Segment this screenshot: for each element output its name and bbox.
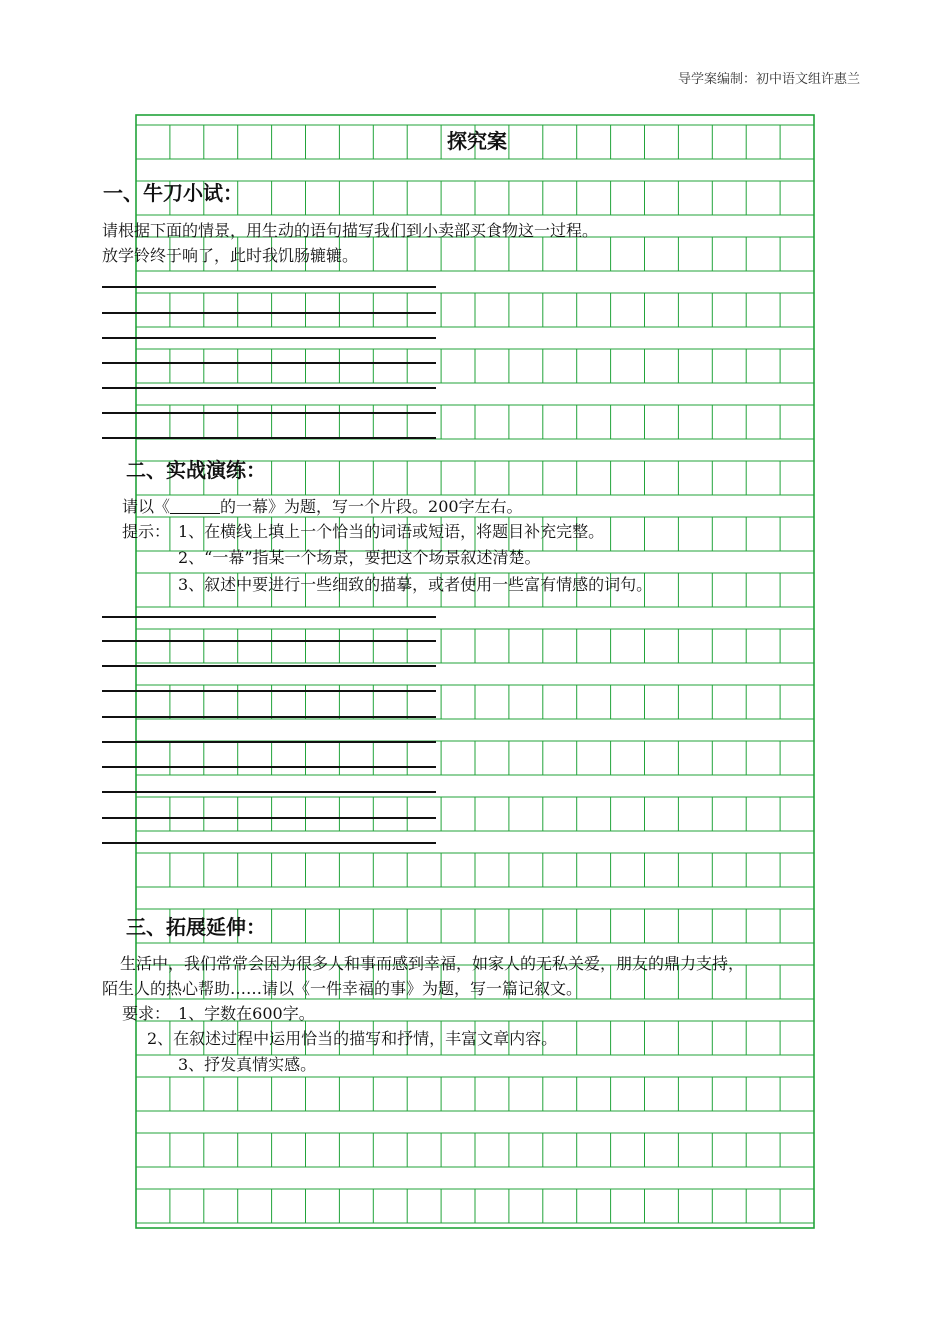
hint-label: 提示： [122,522,171,541]
hint-1: 1、在横线上填上一个恰当的词语或短语，将题目补充完整。 [178,522,605,541]
page-header: 导学案编制：初中语文组许惠兰 [677,72,860,87]
answer-line [102,842,436,844]
task-suffix: 的一幕》为题，写一个片段。200字左右。 [220,497,523,516]
section3-para-line2: 陌生人的热心帮助……请以《一件幸福的事》为题，写一篇记叙文。 [102,979,583,998]
answer-line [102,387,436,389]
hint-3: 3、叙述中要进行一些细致的描摹，或者使用一些富有情感的词句。 [178,575,653,594]
answer-line [102,665,436,667]
section1-instruction: 请根据下面的情景，用生动的语句描写我们到小卖部买食物这一过程。 [102,221,599,240]
answer-line [102,690,436,692]
answer-line [102,412,436,414]
answer-line [102,741,436,743]
answer-line [102,362,436,364]
section1-prompt: 放学铃终于响了，此时我饥肠辘辘。 [102,246,359,265]
req-1: 1、字数在600字。 [178,1004,315,1023]
req-label: 要求： [122,1004,171,1023]
answer-line [102,716,436,718]
page-title: 探究案 [447,129,507,153]
section2-heading: 二、实战演练： [126,458,266,482]
req-2: 2、在叙述过程中运用恰当的描写和抒情，丰富文章内容。 [147,1029,558,1048]
answer-line [102,312,436,314]
answer-line [102,286,436,288]
section2-task [122,497,523,517]
answer-line [102,817,436,819]
section1-heading: 一、牛刀小试： [103,181,243,205]
answer-line [102,766,436,768]
answer-line [102,616,436,618]
hint-2: 2、“一幕”指某一个场景，要把这个场景叙述清楚。 [178,548,541,567]
answer-line [102,437,436,439]
answer-line [102,791,436,793]
answer-line [102,640,436,642]
req-3: 3、抒发真情实感。 [178,1055,317,1074]
section3-heading: 三、拓展延伸： [126,915,266,939]
section3-para-line1: 生活中，我们常常会因为很多人和事而感到幸福，如家人的无私关爱，朋友的鼎力支持， [120,954,745,973]
title-blank [170,497,220,514]
answer-line [102,337,436,339]
task-prefix: 请以《 [122,497,171,516]
